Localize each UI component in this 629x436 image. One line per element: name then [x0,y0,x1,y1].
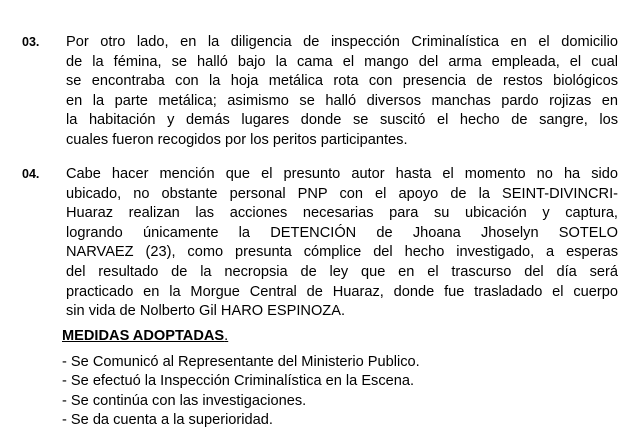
measures-list [62,353,582,431]
text-line: cuales fueron recogidos por los peritos participantes. [66,131,408,148]
paragraph-text [66,33,618,151]
measures-heading [62,327,582,347]
text-line: Huaraz realizan las acciones necesarias para su ubicación y captura, [66,205,618,222]
measure-item: - Se da cuenta a la superioridad. [62,412,273,429]
text-line: la habitación y demás lugares donde se suscitó el hecho de sangre, los [66,112,618,129]
paragraph-text [66,165,618,322]
text-line: de la fémina, se halló bajo la cama el mango del arma empleada, el cual [66,53,618,70]
paragraph-03 [22,33,622,153]
text-line: sin vida de Nolberto Gil HARO ESPINOZA. [66,303,345,320]
text-line: Cabe hacer mención que el presunto autor hasta el momento no ha sido [66,166,618,182]
text-line: del resultado de la necropsia de ley que en el trascurso del día será [66,263,618,280]
measure-item: - Se efectuó la Inspección Criminalística en la Escena. [62,373,415,390]
text-line: ubicado, no obstante personal PNP con el apoyo de la SEINT-DIVINCRI- [66,185,618,202]
text-line: en la parte metálica; asimismo se halló diversos manchas pardo rojizas en [66,92,618,109]
measures-section [62,327,582,431]
paragraph-number: 03. [22,35,40,49]
text-line: se encontraba con la hoja metálica rota con presencia de restos biológicos [66,73,618,90]
text-line: NARVAEZ (23), como presunta cómplice del hecho investigado, a esperas [66,244,618,261]
measure-item: - Se continúa con las investigaciones. [62,392,307,409]
paragraph-number: 04. [22,167,40,181]
measure-item: - Se Comunicó al Representante del Ministerio Publico. [62,353,420,370]
text-line: logrando únicamente la DETENCIÓN de Jhoana Jhoselyn SOTELO [66,224,618,241]
text-line: practicado en la Morgue Central de Huaraz, donde fue trasladado el cuerpo [66,283,618,300]
paragraph-04 [22,165,622,320]
measures-heading-suffix: . [224,328,229,344]
measures-heading-text: MEDIDAS ADOPTADAS [62,328,225,344]
text-line: Por otro lado, en la diligencia de inspección Criminalística en el domicilio [66,34,618,50]
